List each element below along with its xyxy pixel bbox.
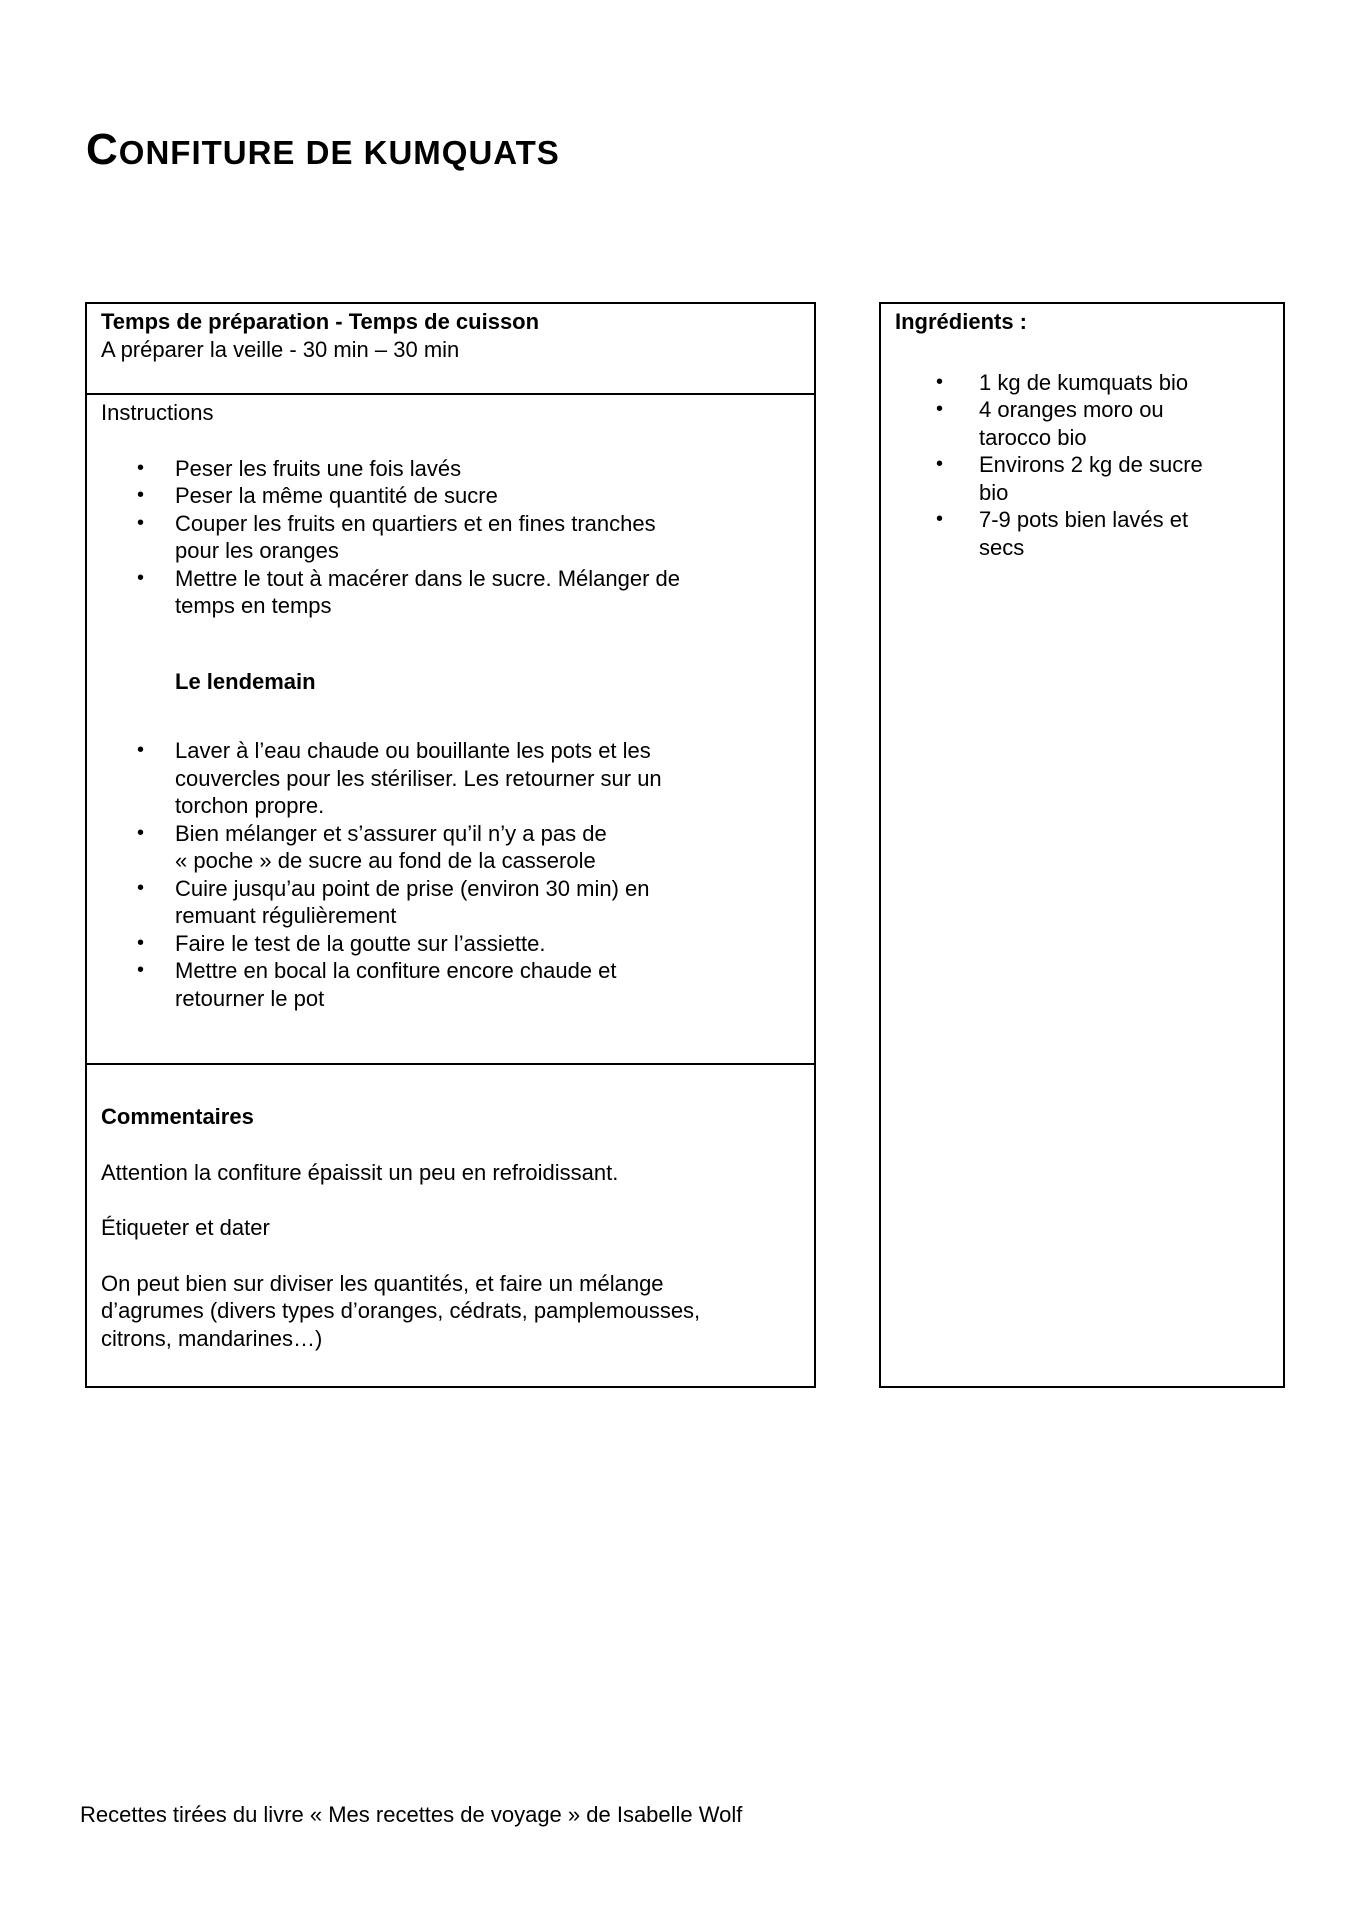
ingredients-list — [895, 369, 1269, 562]
instructions-section — [87, 395, 814, 1065]
day-two-subheading: Le lendemain — [175, 668, 316, 694]
comments-section — [87, 1065, 814, 1352]
ingredient-item: • 7-9 pots bien lavés et secs — [895, 506, 1229, 561]
instruction-item: • Mettre en bocal la confiture encore chaude et retourner le pot — [101, 957, 691, 1012]
instruction-item: • Peser les fruits une fois lavés — [101, 455, 691, 483]
instruction-item: • Mettre le tout à macérer dans le sucre. Mélanger de temps en temps — [101, 565, 691, 620]
instruction-item: • Couper les fruits en quartiers et en fines tranches pour les oranges — [101, 510, 691, 565]
comment-paragraph: Étiqueter et dater — [101, 1215, 270, 1240]
comment-paragraph: Attention la confiture épaissit un peu en refroidissant. — [101, 1159, 619, 1185]
times-heading: Temps de préparation - Temps de cuisson — [101, 309, 540, 334]
ingredients-box — [879, 302, 1285, 1388]
comments-heading: Commentaires — [101, 1104, 254, 1129]
ingredients-heading: Ingrédients : — [895, 309, 1028, 334]
instructions-day-one-list — [101, 455, 800, 620]
instruction-item: • Cuire jusqu’au point de prise (environ 30 min) en remuant régulièrement — [101, 875, 691, 930]
ingredient-item: • 4 oranges moro ou tarocco bio — [895, 396, 1229, 451]
recipe-main-box — [85, 302, 816, 1388]
footer-note: Recettes tirées du livre « Mes recettes de voyage » de Isabelle Wolf — [80, 1802, 743, 1827]
instruction-item: • Faire le test de la goutte sur l’assiette. — [101, 930, 691, 958]
instruction-item: • Peser la même quantité de sucre — [101, 482, 691, 510]
times-section — [87, 304, 814, 395]
comment-paragraph: On peut bien sur diviser les quantités, et faire un mélange d’agrumes (divers types d’oranges, cédrats, pamplemousses, citrons, mandarines…) — [101, 1270, 701, 1351]
instruction-item: • Laver à l’eau chaude ou bouillante les pots et les couvercles pour les stériliser. Les retourner sur un torchon propre. — [101, 737, 691, 820]
instruction-item: • Bien mélanger et s’assurer qu’il n’y a pas de « poche » de sucre au fond de la casserole — [101, 820, 691, 875]
times-value: A préparer la veille - 30 min – 30 min — [101, 336, 460, 362]
ingredient-item: • 1 kg de kumquats bio — [895, 369, 1229, 397]
page-title: CONFITURE DE KUMQUATS — [86, 125, 560, 174]
ingredient-item: • Environs 2 kg de sucre bio — [895, 451, 1229, 506]
instructions-heading: Instructions — [101, 400, 214, 425]
instructions-day-two-list — [101, 737, 800, 1012]
